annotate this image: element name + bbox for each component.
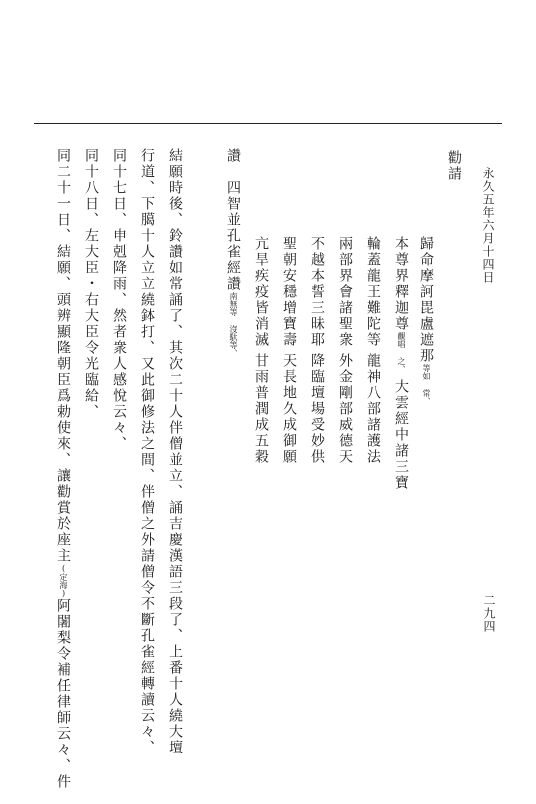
line-text: 本尊界釋迦尊 [393,236,409,332]
invocation-line-1 [419,236,433,405]
line-text: 歸命摩訶毘盧遮那 [418,236,434,364]
horizontal-divider [34,123,502,124]
line-text: 讚 四智並孔雀經讚 [225,148,241,292]
verse-tail: 大雲經中諸三寶 [393,379,409,491]
page-number: 二九四 [482,594,496,633]
verse-upper: 不越本誓三昧耶 [309,236,325,348]
record-line-4: 同十八日、左大臣・右大臣令光臨給、 [83,148,99,420]
hymn-line [226,148,240,357]
annotation-note: 南無等 沒馱等、 [229,292,238,357]
annotation-note: (定海) [59,564,68,598]
date-line: 永久五年六月十四日 [481,167,495,284]
verse-upper: 聖朝安穩增寶壽 [281,236,297,348]
verse-upper: 兩部界會諸聖衆 [337,236,353,348]
annotation-note: 觀唱 之、 [397,332,406,373]
record-line-1: 結願時後、鈴讚如常誦了、其次二十人伴僧並立、誦吉慶漢語三段了、上番十人繞大壇 [167,148,183,756]
record-line-2: 行道、下臈十人立立繞鉢打、又此御修法之間、伴僧之外請僧令不斷孔雀經轉讀云々、 [139,148,155,756]
verse-lower: 龍神八部諸護法 [365,353,381,465]
verse-lower: 甘雨普潤成五穀 [253,353,269,465]
section-title: 勸請 [446,150,462,182]
line-text: 阿闍梨令補任律師云々、件 [55,598,71,790]
verse-lower: 天長地久成御願 [281,353,297,465]
verse-lower: 降臨壇場受妙供 [309,353,325,465]
annotation-note: 等如 常、 [422,364,431,405]
verse-lower: 外金剛部威德天 [337,353,353,465]
line-text: 同二十一日、結願、頭辨顯隆朝臣爲勅使來、讓勸賞於座主 [55,148,71,564]
record-line-5 [56,148,70,790]
record-line-3: 同十七日、申剋降雨、然者衆人感悅云々、 [111,148,127,452]
verse-upper: 輪蓋龍王難陀等 [365,236,381,348]
invocation-line-2 [394,236,408,491]
verse-upper: 亢旱疾疫皆消滅 [253,236,269,348]
